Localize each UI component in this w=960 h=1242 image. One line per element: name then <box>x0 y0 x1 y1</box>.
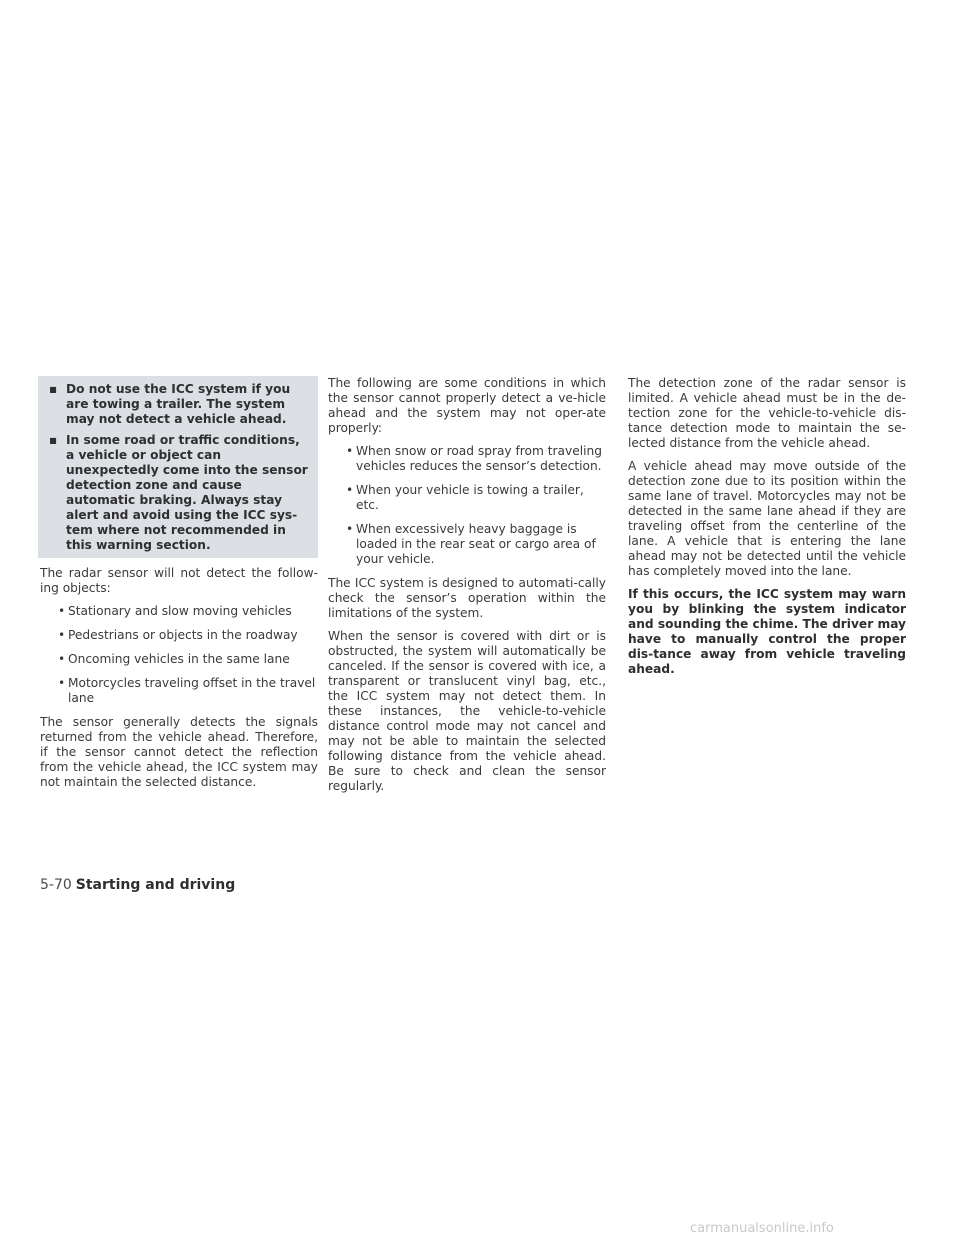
page-number: 5-70 <box>40 877 72 893</box>
warning-item <box>46 433 308 553</box>
sensor-signal-paragraph: The sensor generally detects the signals returned from the vehicle ahead. Therefore, if the sensor cannot detect the reflection from the vehicle ahead, the ICC system may not maintain the selected distance. <box>40 715 318 789</box>
bullet-icon: • <box>346 483 354 497</box>
list-item <box>40 604 318 619</box>
bullet-icon: ▪ <box>49 433 58 447</box>
list-item <box>40 652 318 667</box>
list-item-text: Pedestrians or objects in the roadway <box>68 628 298 642</box>
list-item <box>40 628 318 643</box>
list-item-text: Oncoming vehicles in the same lane <box>68 652 290 666</box>
detection-zone-paragraph: The detection zone of the radar sensor is limited. A vehicle ahead must be in the de-tection zone for the vehicle-to-vehicle dis-tance detection mode to maintain the se-lected distance from the vehicle ahead. <box>628 376 906 450</box>
icc-warning-paragraph: If this occurs, the ICC system may warn you by blinking the system indicator and sounding the chime. The driver may have to manually control the proper dis-tance away from vehicle traveling ahead. <box>628 587 906 676</box>
column-3 <box>628 376 906 685</box>
bullet-icon: • <box>346 522 354 536</box>
warning-text: Do not use the ICC system if you are towing a trailer. The system may not detect a vehicle ahead. <box>66 382 291 426</box>
vehicle-outside-zone-paragraph: A vehicle ahead may move outside of the detection zone due to its position within the same lane of travel. Motorcycles may not be detected in the same lane ahead if they are traveling offset from the centerline of the lane. A vehicle that is entering the lane ahead may not be detected until the vehicle has completely moved into the lane. <box>628 459 906 578</box>
list-item-text: Stationary and slow moving vehicles <box>68 604 292 618</box>
watermark: carmanualsonline.info <box>690 1221 834 1236</box>
column-2 <box>328 376 606 802</box>
conditions-list <box>328 444 606 567</box>
sensor-covered-paragraph: When the sensor is covered with dirt or is obstructed, the system will automatically be canceled. If the sensor is covered with ice, a transparent or translucent vinyl bag, etc., the ICC system may not detect them. In these instances, the vehicle-to-vehicle distance control mode may not cancel and may not be able to maintain the selected following distance from the vehicle ahead. Be sure to check and clean the sensor regularly. <box>328 629 606 793</box>
bullet-icon: • <box>58 604 66 618</box>
list-item <box>328 444 606 474</box>
bullet-icon: • <box>58 652 66 666</box>
bullet-icon: • <box>346 444 354 458</box>
warning-text: In some road or traffic conditions, a vehicle or object can unexpectedly come into the sensor detection zone and cause automatic braking. Always stay alert and avoid using the ICC sys-tem where not recommended in this warning section. <box>66 433 308 552</box>
list-item <box>328 483 606 513</box>
column-1 <box>40 376 318 798</box>
list-item <box>328 522 606 567</box>
bullet-icon: • <box>58 676 66 690</box>
list-item <box>40 676 318 706</box>
section-title: Starting and driving <box>75 877 236 893</box>
radar-intro-paragraph: The radar sensor will not detect the follow-ing objects: <box>40 566 318 595</box>
conditions-intro-paragraph: The following are some conditions in which the sensor cannot properly detect a ve-hicle ahead and the system may not oper-ate properly: <box>328 376 606 435</box>
warning-box <box>38 376 318 558</box>
bullet-icon: ▪ <box>49 382 58 396</box>
list-item-text: When excessively heavy baggage is loaded in the rear seat or cargo area of your vehicle. <box>356 522 596 566</box>
undetected-objects-list <box>40 604 318 706</box>
bullet-icon: • <box>58 628 66 642</box>
list-item-text: Motorcycles traveling offset in the travel lane <box>68 676 316 705</box>
page-footer <box>40 877 235 893</box>
auto-check-paragraph: The ICC system is designed to automati-cally check the sensor’s operation within the limitations of the system. <box>328 576 606 620</box>
warning-item <box>46 382 308 427</box>
list-item-text: When snow or road spray from traveling vehicles reduces the sensor’s detection. <box>356 444 602 473</box>
list-item-text: When your vehicle is towing a trailer, etc. <box>356 483 584 512</box>
